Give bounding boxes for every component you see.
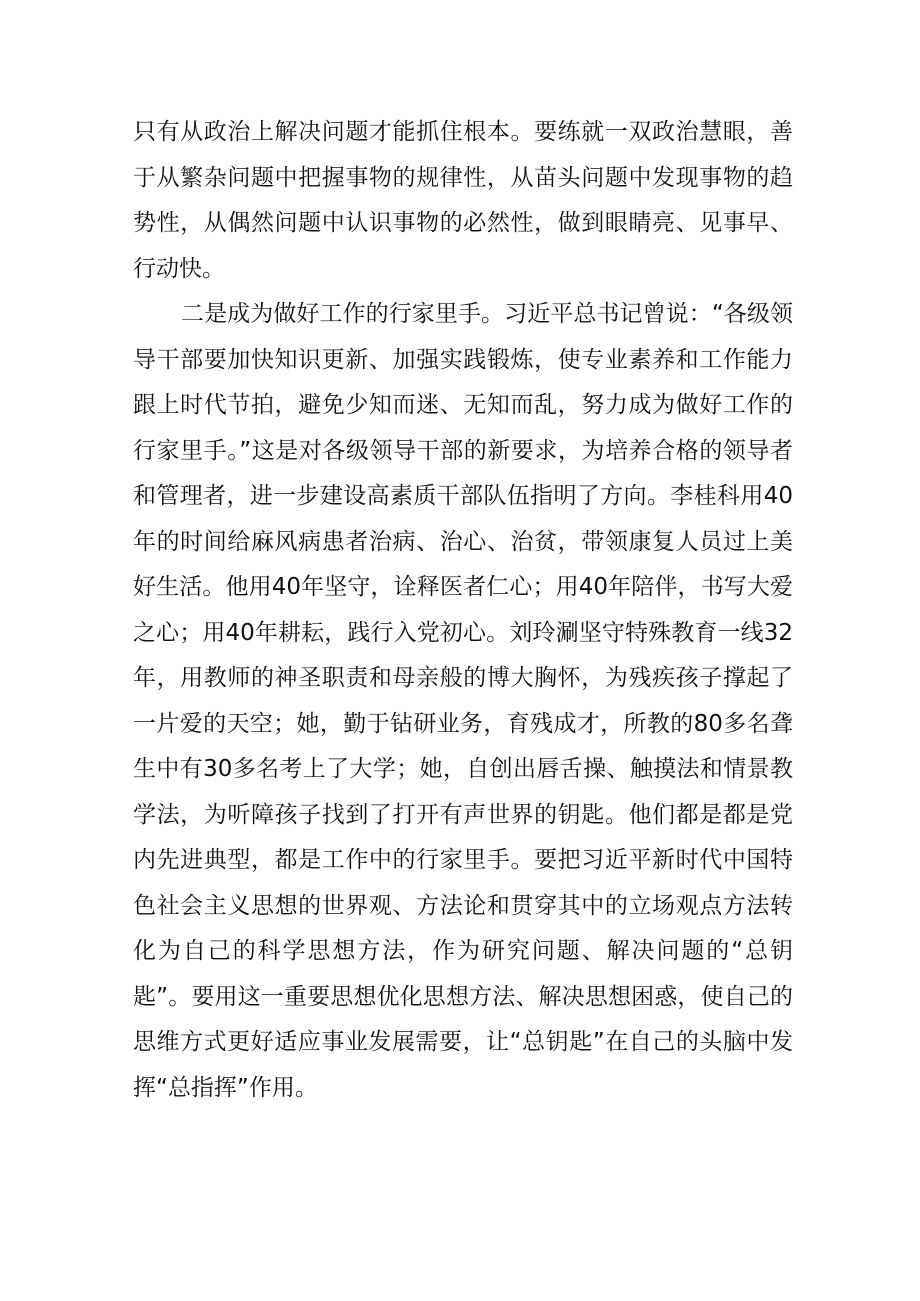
paragraph-second-point: 二是成为做好工作的行家里手。习近平总书记曾说：“各级领导干部要加快知识更新、加强实践锻炼，使专业素养和工作能力跟上时代节拍，避免少知而迷、无知而乱，努力成为做好工作的行家里手。”这是对各级领导干部的新要求，为培养合格的领导者和管理者，进一步建设高素质干部队伍指明了方向。李桂科用40年的时间给麻风病患者治病、治心、治贫，带领康复人员过上美好生活。他用40年坚守，诠释医者仁心；用40年陪伴，书写大爱之心；用40年耕耘，践行入党初心。刘玲涮坚守特殊教育一线32年，用教师的神圣职责和母亲般的博大胸怀，为残疾孩子撑起了一片爱的天空；她，勤于钻研业务，育残成才，所教的80多名聋生中有30多名考上了大学；她，自创出唇舌操、触摸法和情景教学法，为听障孩子找到了打开有声世界的钥匙。他们都是都是党内先进典型，都是工作中的行家里手。要把习近平新时代中国特色社会主义思想的世界观、方法论和贯穿其中的立场观点方法转化为自己的科学思想方法，作为研究问题、解决问题的“总钥匙”。要用这一重要思想优化思想方法、解决思想困惑，使自己的思维方式更好适应事业发展需要，让“总钥匙”在自己的头脑中发挥“总指挥”作用。 xyxy=(133,301,793,1101)
document-body xyxy=(133,110,793,1111)
paragraph-continuation: 只有从政治上解决问题才能抓住根本。要练就一双政治慧眼，善于从繁杂问题中把握事物的规律性，从苗头问题中发现事物的趋势性，从偶然问题中认识事物的必然性，做到眼睛亮、见事早、行动快。 xyxy=(133,119,793,282)
